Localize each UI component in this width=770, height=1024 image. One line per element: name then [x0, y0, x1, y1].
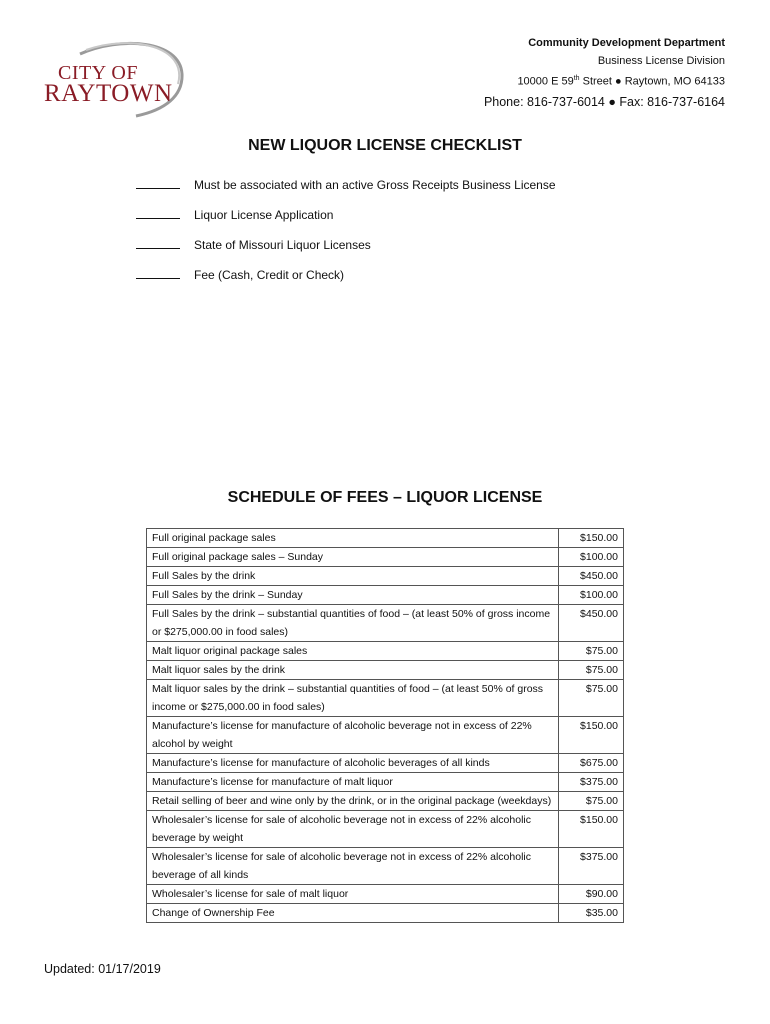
checkbox-blank-line	[136, 236, 180, 249]
fees-table	[146, 528, 624, 923]
address-street: Street ● Raytown, MO 64133	[579, 75, 725, 88]
fee-amount: $450.00	[559, 605, 624, 642]
table-row	[147, 661, 624, 680]
checklist-item-label: Liquor License Application	[194, 208, 334, 222]
fee-description: Full original package sales	[147, 529, 559, 548]
checkbox-blank-line	[136, 176, 180, 189]
checklist-item-label: State of Missouri Liquor Licenses	[194, 238, 371, 252]
city-logo	[40, 40, 190, 120]
table-row	[147, 792, 624, 811]
checklist-item	[136, 176, 556, 206]
checklist-item-label: Must be associated with an active Gross Receipts Business License	[194, 178, 556, 192]
department-name: Community Development Department	[528, 37, 725, 49]
table-row	[147, 848, 624, 885]
fee-description: Manufacture’s license for manufacture of alcoholic beverages of all kinds	[147, 754, 559, 773]
fee-description: Malt liquor sales by the drink	[147, 661, 559, 680]
letterhead	[484, 34, 725, 111]
checkbox-blank-line	[136, 206, 180, 219]
table-row	[147, 885, 624, 904]
table-row	[147, 680, 624, 717]
fee-description: Full Sales by the drink	[147, 567, 559, 586]
fee-description: Full original package sales – Sunday	[147, 548, 559, 567]
table-row	[147, 773, 624, 792]
fee-description: Malt liquor original package sales	[147, 642, 559, 661]
fee-description: Manufacture’s license for manufacture of alcoholic beverage not in excess of 22% alcohol by weight	[147, 717, 559, 754]
logo-text-city-of: CITY OF	[58, 62, 138, 84]
table-row	[147, 717, 624, 754]
checklist-item	[136, 206, 556, 236]
fee-description: Manufacture’s license for manufacture of malt liquor	[147, 773, 559, 792]
fee-amount: $150.00	[559, 811, 624, 848]
logo-text-raytown: RAYTOWN	[44, 80, 173, 107]
fee-description: Full Sales by the drink – Sunday	[147, 586, 559, 605]
fee-amount: $35.00	[559, 904, 624, 923]
fee-description: Retail selling of beer and wine only by the drink, or in the original package (weekdays)	[147, 792, 559, 811]
fee-amount: $100.00	[559, 548, 624, 567]
fee-description: Wholesaler’s license for sale of alcoholic beverage not in excess of 22% alcoholic beverage by weight	[147, 811, 559, 848]
fee-amount: $75.00	[559, 680, 624, 717]
table-row	[147, 754, 624, 773]
fee-description: Wholesaler’s license for sale of malt liquor	[147, 885, 559, 904]
checklist-title: NEW LIQUOR LICENSE CHECKLIST	[248, 137, 522, 154]
fee-amount: $675.00	[559, 754, 624, 773]
fee-description: Wholesaler’s license for sale of alcoholic beverage not in excess of 22% alcoholic beverage of all kinds	[147, 848, 559, 885]
checklist-item	[136, 236, 556, 266]
updated-date: Updated: 01/17/2019	[44, 962, 161, 976]
fee-amount: $150.00	[559, 717, 624, 754]
fee-amount: $75.00	[559, 661, 624, 680]
fee-amount: $75.00	[559, 792, 624, 811]
checklist-item	[136, 266, 556, 296]
fee-amount: $150.00	[559, 529, 624, 548]
fee-description: Malt liquor sales by the drink – substantial quantities of food – (at least 50% of gross income or $275,000.00 in food sales)	[147, 680, 559, 717]
division-name: Business License Division	[597, 55, 725, 67]
checklist-item-label: Fee (Cash, Credit or Check)	[194, 268, 345, 282]
address-ordinal: th	[573, 75, 580, 82]
fee-amount: $375.00	[559, 773, 624, 792]
address	[484, 70, 725, 91]
fee-amount: $90.00	[559, 885, 624, 904]
phone-fax: Phone: 816-737-6014 ● Fax: 816-737-6164	[483, 94, 725, 109]
table-row	[147, 605, 624, 642]
fee-amount: $450.00	[559, 567, 624, 586]
address-number: 10000 E 59	[517, 75, 574, 88]
fees-title: SCHEDULE OF FEES – LIQUOR LICENSE	[227, 489, 543, 506]
table-row	[147, 548, 624, 567]
fee-amount: $75.00	[559, 642, 624, 661]
table-row	[147, 567, 624, 586]
table-row	[147, 811, 624, 848]
fee-description: Change of Ownership Fee	[147, 904, 559, 923]
table-row	[147, 529, 624, 548]
table-row	[147, 904, 624, 923]
checkbox-blank-line	[136, 266, 180, 279]
fee-amount: $100.00	[559, 586, 624, 605]
fee-description: Full Sales by the drink – substantial quantities of food – (at least 50% of gross income or $275,000.00 in food sales)	[147, 605, 559, 642]
table-row	[147, 586, 624, 605]
checklist	[136, 176, 556, 296]
table-row	[147, 642, 624, 661]
fee-amount: $375.00	[559, 848, 624, 885]
